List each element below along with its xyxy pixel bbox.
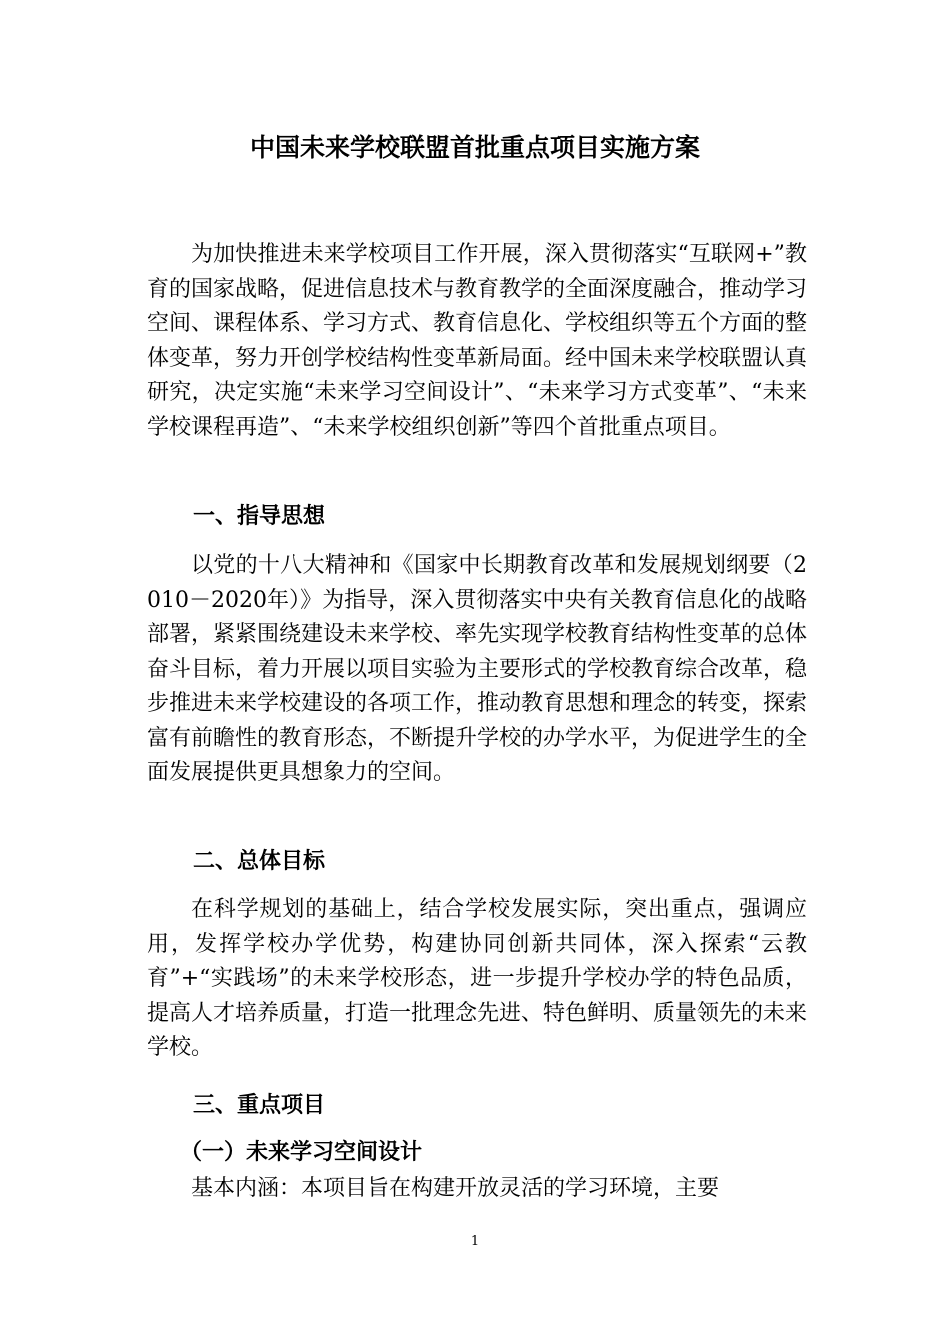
subsection-heading-learning-space: （一）未来学习空间设计 [180, 1140, 423, 1165]
section-heading-key-projects: 三、重点项目 [193, 1093, 326, 1118]
section-body-overall-goal: 在科学规划的基础上，结合学校发展实际，突出重点，强调应用，发挥学校办学优势，构建协同创新共同体，深入探索“云教育”+“实践场”的未来学校形态，进一步提升学校办学的特色品质，提高人才培养质量，打造一批理念先进、特色鲜明、质量领先的未来学校。 [147, 897, 808, 1060]
intro-paragraph: 为加快推进未来学校项目工作开展，深入贯彻落实“互联网+”教育的国家战略，促进信息技术与教育教学的全面深度融合，推动学习空间、课程体系、学习方式、教育信息化、学校组织等五个方面的整体变革，努力开创学校结构性变革新局面。经中国未来学校联盟认真研究，决定实施“未来学习空间设计”、“未来学习方式变革”、“未来学校课程再造”、“未来学校组织创新”等四个首批重点项目。 [147, 242, 808, 440]
section-heading-guiding-ideology: 一、指导思想 [193, 504, 326, 529]
section-heading-overall-goal: 二、总体目标 [193, 849, 326, 874]
page-number: 1 [470, 1234, 480, 1249]
section-body-guiding-ideology: 以党的十八大精神和《国家中长期教育改革和发展规划纲要（2010－2020年）》为指导，深入贯彻落实中央有关教育信息化的战略部署，紧紧围绕建设未来学校、率先实现学校教育结构性变革的总体奋斗目标，着力开展以项目实验为主要形式的学校教育综合改革，稳步推进未来学校建设的各项工作，推动教育思想和理念的转变，探索富有前瞻性的教育形态，不断提升学校的办学水平，为促进学生的全面发展提供更具想象力的空间。 [147, 553, 808, 785]
subsection-body-learning-space: 基本内涵：本项目旨在构建开放灵活的学习环境，主要 [191, 1176, 720, 1201]
document-title: 中国未来学校联盟首批重点项目实施方案 [249, 133, 700, 162]
